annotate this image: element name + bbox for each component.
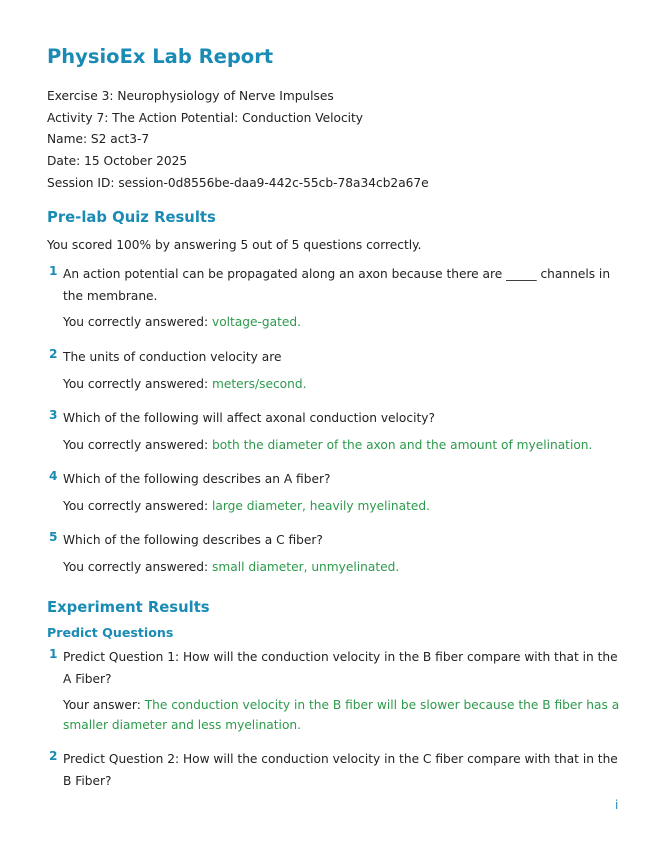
- question-text: Which of the following will affect axonal conduction velocity?: [63, 411, 435, 425]
- question-text: Which of the following describes an A fiber?: [63, 472, 331, 486]
- question-number: 5: [49, 530, 58, 544]
- answer-prefix: You correctly answered:: [63, 376, 209, 391]
- page-number: i: [615, 798, 619, 812]
- question-answer: [63, 497, 622, 517]
- question-answer: [63, 313, 622, 333]
- question-answer: [63, 375, 622, 395]
- question-number: 2: [49, 347, 58, 361]
- experiment-heading: Experiment Results: [47, 599, 210, 616]
- prelab-question: [47, 347, 622, 394]
- report-metadata: [47, 86, 429, 195]
- question-answer: [63, 696, 622, 735]
- question-text: Predict Question 2: How will the conduction velocity in the C fiber compare with that in the B Fiber?: [63, 752, 618, 788]
- question-answer: [63, 436, 622, 456]
- question-text: Which of the following describes a C fiber?: [63, 533, 323, 547]
- predict-question: [47, 647, 622, 735]
- question-number: 3: [49, 408, 58, 422]
- question-text: The units of conduction velocity are: [63, 350, 282, 364]
- answer-value: meters/second.: [212, 376, 307, 391]
- answer-value: small diameter, unmyelinated.: [212, 559, 400, 574]
- predict-subheading: Predict Questions: [47, 625, 174, 640]
- prelab-question: [47, 530, 622, 577]
- answer-value: The conduction velocity in the B fiber will be slower because the B fiber has a smaller diameter and less myelination.: [63, 698, 620, 732]
- prelab-question: [47, 408, 622, 455]
- session-id-line: Session ID: session-0d8556be-daa9-442c-55cb-78a34cb2a67e: [47, 175, 429, 190]
- activity-line: Activity 7: The Action Potential: Conduction Velocity: [47, 110, 364, 125]
- answer-prefix: You correctly answered:: [63, 498, 209, 513]
- date-line: Date: 15 October 2025: [47, 154, 188, 169]
- prelab-heading: Pre-lab Quiz Results: [47, 209, 216, 226]
- answer-value: both the diameter of the axon and the amount of myelination.: [212, 437, 593, 452]
- prelab-question: [47, 264, 622, 333]
- answer-value: voltage-gated.: [212, 315, 302, 329]
- prelab-question: [47, 469, 622, 516]
- prelab-score: You scored 100% by answering 5 out of 5 questions correctly.: [47, 238, 422, 252]
- answer-prefix: You correctly answered:: [63, 559, 209, 574]
- question-text: An action potential can be propagated along an axon because there are _____ channels in the membrane.: [63, 267, 611, 303]
- answer-prefix: You correctly answered:: [63, 437, 209, 452]
- predict-question: [47, 749, 622, 792]
- answer-value: large diameter, heavily myelinated.: [212, 498, 430, 513]
- question-number: 2: [49, 749, 58, 763]
- answer-prefix: Your answer:: [63, 698, 141, 712]
- name-line: Name: S2 act3-7: [47, 132, 150, 147]
- exercise-line: Exercise 3: Neurophysiology of Nerve Impulses: [47, 89, 334, 103]
- report-title: PhysioEx Lab Report: [47, 45, 274, 68]
- question-number: 4: [49, 469, 58, 483]
- question-text: Predict Question 1: How will the conduction velocity in the B fiber compare with that in the A Fiber?: [63, 650, 618, 686]
- question-number: 1: [49, 647, 58, 661]
- answer-prefix: You correctly answered:: [63, 315, 209, 329]
- question-number: 1: [49, 264, 58, 278]
- question-answer: [63, 558, 622, 578]
